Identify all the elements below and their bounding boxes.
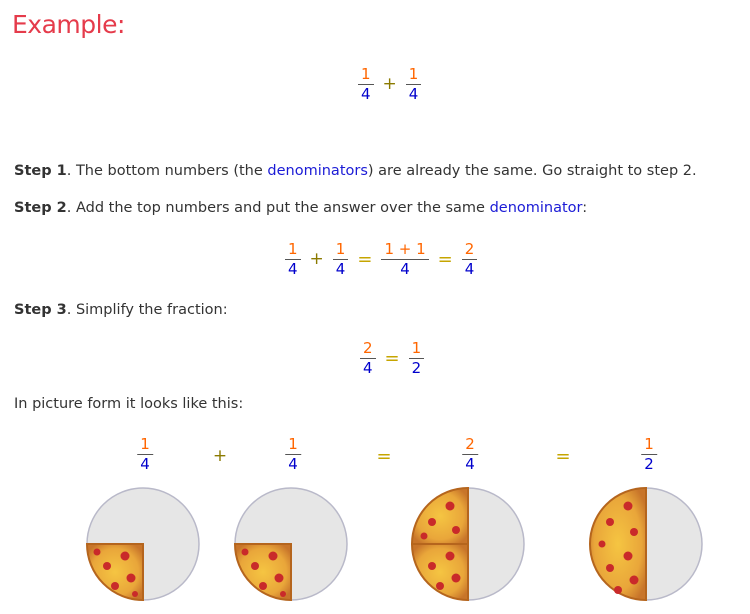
numerator: 1 [358, 66, 374, 85]
equals-sign: = [357, 248, 373, 270]
step-1-text-after: ) are already the same. Go straight to step 2. [367, 163, 697, 179]
step-2-text-after: : [582, 200, 588, 216]
fraction [285, 241, 301, 277]
pizza-quarter-illustration [85, 486, 201, 602]
numerator: 1 [406, 66, 422, 85]
denominator: 4 [140, 455, 150, 473]
denominator: 4 [464, 260, 475, 278]
equals-sign: = [555, 446, 571, 467]
denominator: 4 [408, 85, 419, 103]
denominator: 4 [288, 260, 298, 278]
step-2-label: Step 2 [14, 200, 67, 216]
numerator: 1 [641, 436, 657, 455]
fraction [333, 241, 349, 277]
picture-fraction-1 [137, 436, 153, 472]
numerator: 2 [462, 436, 478, 455]
step-3-text [14, 302, 228, 318]
numerator: 1 [285, 436, 301, 455]
picture-row [0, 436, 750, 606]
fraction [406, 66, 422, 102]
step-1-label: Step 1 [14, 163, 67, 179]
fraction [381, 241, 428, 277]
denominator: 4 [361, 85, 371, 103]
picture-fraction-4 [641, 436, 657, 472]
numerator: 1 + 1 [381, 241, 428, 260]
plus-sign: + [212, 446, 228, 466]
step-1-text-before: . The bottom numbers (the [66, 163, 268, 179]
numerator: 1 [285, 241, 301, 260]
fraction [462, 241, 478, 277]
picture-fraction-3 [462, 436, 478, 472]
pizza-quarter-illustration [233, 486, 349, 602]
step-2-equation [282, 241, 480, 277]
denominator: 4 [335, 260, 346, 278]
pizza-half-illustration [588, 486, 704, 602]
denominator: 4 [363, 359, 373, 377]
fraction [358, 66, 374, 102]
equals-sign: = [384, 347, 400, 369]
denominators-term[interactable]: denominators [267, 163, 368, 179]
denominator: 2 [411, 359, 422, 377]
equals-sign: = [376, 446, 392, 467]
numerator: 1 [333, 241, 349, 260]
denominator: 2 [644, 455, 654, 473]
numerator: 1 [409, 340, 425, 359]
step-3-equation [357, 340, 427, 376]
numerator: 1 [137, 436, 153, 455]
picture-intro: In picture form it looks like this: [14, 396, 244, 412]
equals-sign: = [437, 248, 453, 270]
numerator: 2 [462, 241, 478, 260]
picture-fraction-2 [285, 436, 301, 472]
step-2-text [14, 200, 587, 216]
plus-sign: + [382, 74, 397, 94]
denominator: 4 [465, 455, 475, 473]
fraction [360, 340, 376, 376]
step-3-text-body: . Simplify the fraction: [66, 302, 228, 318]
step-2-text-before: . Add the top numbers and put the answer over the same [66, 200, 490, 216]
denominator-term[interactable]: denominator [489, 200, 583, 216]
pizza-two-quarters-illustration [410, 486, 526, 602]
numerator: 2 [360, 340, 376, 359]
step-3-label: Step 3 [14, 302, 67, 318]
step-1-text [14, 163, 697, 179]
example-equation [355, 66, 424, 102]
plus-sign: + [309, 249, 324, 269]
fraction [409, 340, 425, 376]
denominator: 4 [288, 455, 298, 473]
example-heading: Example: [12, 10, 125, 39]
denominator: 4 [400, 260, 410, 278]
